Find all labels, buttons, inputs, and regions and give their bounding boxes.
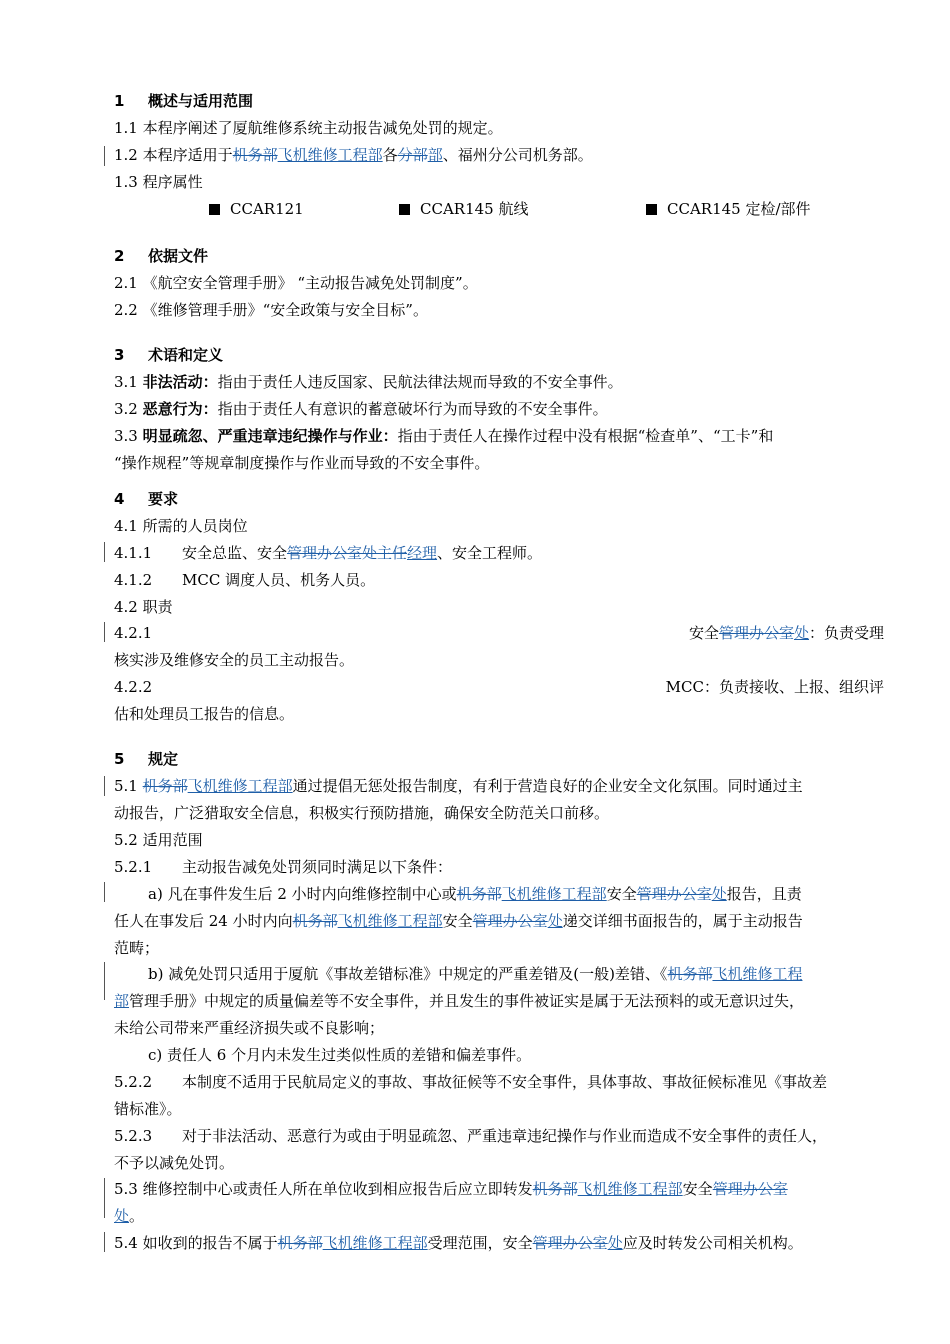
section-number: 3 [114, 346, 125, 364]
para-5-2: 5.2 适用范围 [114, 831, 203, 849]
para-1-3: 1.3 程序属性 [114, 173, 203, 191]
deleted-text: 分部 [397, 146, 428, 164]
section-number: 2 [114, 247, 125, 265]
item-a-cont: 任人在事发后 24 小时内向机务部飞机维修工程部安全管理办公室处递交详细书面报告的，属于主动报告 [114, 912, 803, 930]
inserted-text: 处 [547, 912, 563, 930]
change-bar [104, 776, 105, 796]
para-5-2-1: 5.2.1 主动报告减免处罚须同时满足以下条件： [114, 858, 453, 876]
deleted-text: 管理办公室 [718, 624, 794, 642]
filled-square-icon [646, 204, 657, 215]
inserted-text: 处 [114, 1207, 130, 1225]
change-bar [104, 622, 105, 642]
para-4-2-1: 4.2.1 安全管理办公室处：负责受理 [114, 624, 884, 642]
section-4-heading [114, 486, 884, 513]
item-b: b) 减免处罚只适用于厦航《事故差错标准》中规定的严重差错及(一般)差错、《机务部飞机维修工程 [148, 965, 803, 983]
section-3-heading [114, 342, 884, 369]
property-item: CCAR145 定检/部件 [646, 196, 811, 223]
section-title: 依据文件 [148, 247, 209, 265]
para-5-3: 5.3 维修控制中心或责任人所在单位收到相应报告后应立即转发机务部飞机维修工程部安全管理办公室 [114, 1180, 788, 1198]
change-bar [104, 1232, 105, 1252]
inserted-text: 飞机维修工程部 [337, 912, 443, 930]
deleted-text: 管理办公室 [712, 1180, 788, 1198]
change-bar [104, 962, 105, 1000]
para-5-1-cont: 动报告，广泛猎取安全信息，积极实行预防措施，确保安全防范关口前移。 [114, 804, 610, 822]
section-title: 要求 [148, 490, 179, 508]
deleted-text: 管理办公室处主任 [287, 544, 408, 562]
deleted-text: 机务部 [232, 146, 278, 164]
para-5-2-2: 5.2.2 本制度不适用于民航局定义的事故、事故征候等不安全事件，具体事故、事故征候标准见《事故差 [114, 1073, 828, 1091]
inserted-text: 部 [427, 146, 443, 164]
para-5-4: 5.4 如收到的报告不属于机务部飞机维修工程部受理范围，安全管理办公室处应及时转发公司相关机构。 [114, 1234, 803, 1252]
para-3-1: 3.1 非法活动：指由于责任人违反国家、民航法律法规而导致的不安全事件。 [114, 373, 623, 391]
section-title: 术语和定义 [148, 346, 224, 364]
para-5-1: 5.1 机务部飞机维修工程部通过提倡无惩处报告制度，有利于营造良好的企业安全文化氛围。同时通过主 [114, 777, 803, 795]
property-item: CCAR121 [209, 196, 304, 223]
deleted-text: 机务部 [292, 912, 338, 930]
item-a-cont-2: 范畴； [114, 939, 160, 957]
para-3-2: 3.2 恶意行为：指由于责任人有意识的蓄意破坏行为而导致的不安全事件。 [114, 400, 608, 418]
deleted-text: 机务部 [667, 965, 713, 983]
inserted-text: 飞机维修工程部 [577, 1180, 683, 1198]
filled-square-icon [209, 204, 220, 215]
change-bar [104, 882, 105, 902]
deleted-text: 管理办公室 [532, 1234, 608, 1252]
deleted-text: 机务部 [456, 885, 502, 903]
para-3-3-cont: “操作规程”等规章制度操作与作业而导致的不安全事件。 [114, 454, 490, 472]
section-5-heading [114, 746, 884, 773]
deleted-text: 机务部 [142, 777, 188, 795]
inserted-text: 部 [114, 992, 130, 1010]
change-bar [104, 542, 105, 562]
inserted-text: 飞机维修工程部 [187, 777, 293, 795]
para-1-1: 1.1 本程序阐述了厦航维修系统主动报告减免处罚的规定。 [114, 119, 503, 137]
para-2-2: 2.2 《维修管理手册》“安全政策与安全目标”。 [114, 301, 428, 319]
term: 恶意行为： [142, 400, 218, 418]
program-properties [114, 196, 884, 223]
deleted-text: 机务部 [277, 1234, 323, 1252]
inserted-text: 飞机维修工程部 [322, 1234, 428, 1252]
para-5-3-cont: 处。 [114, 1207, 145, 1225]
section-title: 概述与适用范围 [148, 92, 254, 110]
deleted-text: 管理办公室 [472, 912, 548, 930]
inserted-text: 处 [607, 1234, 623, 1252]
para-5-2-2-cont: 错标准》。 [114, 1100, 182, 1118]
item-a: a) 凡在事件发生后 2 小时内向维修控制中心或机务部飞机维修工程部安全管理办公室处报告，且责 [148, 885, 802, 903]
section-number: 1 [114, 92, 125, 110]
deleted-text: 管理办公室 [636, 885, 712, 903]
deleted-text: 机务部 [532, 1180, 578, 1198]
section-number: 5 [114, 750, 125, 768]
section-number: 4 [114, 490, 125, 508]
para-4-2-1-cont: 核实涉及维修安全的员工主动报告。 [114, 651, 355, 669]
para-3-3: 3.3 明显疏忽、严重违章违纪操作与作业：指由于责任人在操作过程中没有根据“检查单”、“工卡”和 [114, 427, 774, 445]
inserted-text: 处 [793, 624, 809, 642]
inserted-text: 处 [711, 885, 727, 903]
para-4-2: 4.2 职责 [114, 598, 173, 616]
change-bar [104, 1178, 105, 1218]
item-b-cont-2: 未给公司带来严重经济损失或不良影响； [114, 1019, 385, 1037]
inserted-text: 飞机维修工程部 [501, 885, 607, 903]
term: 非法活动： [142, 373, 218, 391]
para-5-2-3: 5.2.3 对于非法活动、恶意行为或由于明显疏忽、严重违章违纪操作与作业而造成不安全事件的责任人， [114, 1127, 828, 1145]
section-title: 规定 [148, 750, 179, 768]
para-2-1: 2.1 《航空安全管理手册》 “主动报告减免处罚制度”。 [114, 274, 478, 292]
item-b-cont: 部管理手册》中规定的质量偏差等不安全事件，并且发生的事件被证实是属于无法预料的或无意识过失， [114, 992, 805, 1010]
section-1-heading [114, 88, 884, 115]
para-4-1-1: 4.1.1 安全总监、安全管理办公室处主任经理、安全工程师。 [114, 544, 543, 562]
para-5-2-3-cont: 不予以减免处罚。 [114, 1154, 235, 1172]
inserted-text: 飞机维修工程部 [277, 146, 383, 164]
section-2-heading [114, 243, 884, 270]
term: 明显疏忽、严重违章违纪操作与作业： [142, 427, 398, 445]
para-4-1: 4.1 所需的人员岗位 [114, 517, 248, 535]
para-4-2-2: 4.2.2 MCC：负责接收、上报、组织评 [114, 678, 884, 696]
property-item: CCAR145 航线 [399, 196, 528, 223]
para-1-2: 1.2 本程序适用于机务部飞机维修工程部各分部部、福州分公司机务部。 [114, 146, 593, 164]
para-4-1-2: 4.1.2 MCC 调度人员、机务人员。 [114, 571, 376, 589]
change-bar [104, 146, 105, 166]
inserted-text: 经理 [407, 544, 438, 562]
inserted-text: 飞机维修工程 [712, 965, 803, 983]
filled-square-icon [399, 204, 410, 215]
item-c: c) 责任人 6 个月内未发生过类似性质的差错和偏差事件。 [148, 1046, 532, 1064]
para-4-2-2-cont: 估和处理员工报告的信息。 [114, 705, 295, 723]
